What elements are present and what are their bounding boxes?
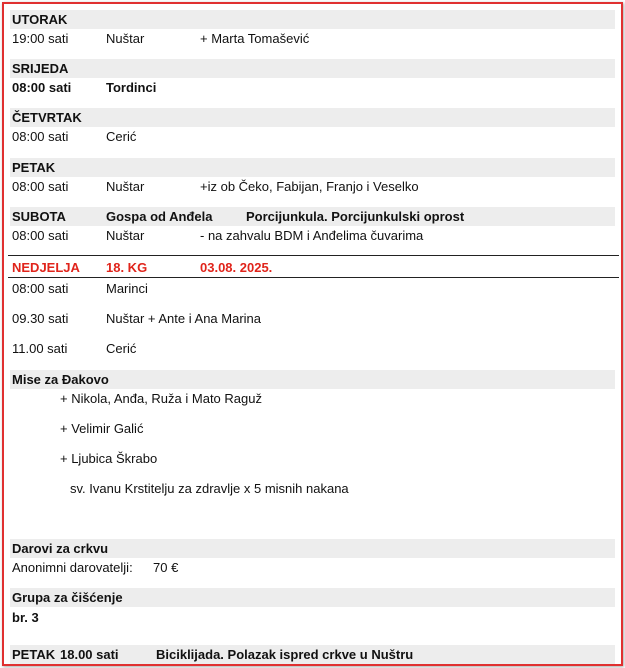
- event-text: Biciklijada. Polazak ispred crkve u Nuštru: [156, 647, 414, 662]
- mass-time: 08:00 sati: [12, 228, 69, 243]
- liturgical-week: 18. KG: [106, 260, 148, 275]
- list-item: [10, 419, 615, 438]
- list-item: [10, 389, 615, 408]
- sunday-mass: [10, 309, 615, 328]
- mass-intention: + Marta Tomašević: [200, 31, 310, 46]
- mass-place: Cerić: [106, 129, 137, 144]
- friday-mass: [10, 177, 615, 196]
- cleaning-group: [10, 608, 615, 627]
- mass-place: Nuštar + Ante i Ana Marina: [106, 311, 262, 326]
- sunday-mass: [10, 339, 615, 358]
- bulletin-frame: [2, 2, 623, 666]
- day-label: UTORAK: [12, 12, 68, 27]
- mass-time: 08:00 sati: [12, 179, 69, 194]
- thursday-header: [10, 108, 615, 127]
- tuesday-mass: [10, 29, 615, 48]
- section-title: Mise za Đakovo: [12, 372, 109, 387]
- footer-announcement: [10, 645, 615, 664]
- event-time: 18.00 sati: [60, 647, 119, 662]
- day-label: SRIJEDA: [12, 61, 69, 76]
- list-item: [10, 479, 615, 498]
- mass-place: Tordinci: [106, 80, 157, 95]
- mass-time: 11.00 sati: [12, 341, 68, 356]
- donations-line: [10, 558, 615, 577]
- donation-label: Anonimni darovatelji:: [12, 560, 133, 575]
- saturday-header: [10, 207, 615, 226]
- date-label: 03.08. 2025.: [200, 260, 273, 275]
- wednesday-mass: [10, 78, 615, 97]
- sunday-header: [10, 258, 615, 277]
- day-label: PETAK: [12, 160, 56, 175]
- mass-intention: - na zahvalu BDM i Anđelima čuvarima: [200, 228, 424, 243]
- day-label: NEDJELJA: [12, 260, 80, 275]
- djakovo-header: [10, 370, 615, 389]
- mass-place: Marinci: [106, 281, 148, 296]
- intention-text: + Velimir Galić: [60, 421, 144, 436]
- friday-header: [10, 158, 615, 177]
- divider: [8, 255, 619, 256]
- mass-place: Nuštar: [106, 228, 145, 243]
- day-label: SUBOTA: [12, 209, 66, 224]
- intention-text: sv. Ivanu Krstitelju za zdravlje x 5 misnih nakana: [70, 481, 349, 496]
- section-title: Grupa za čišćenje: [12, 590, 123, 605]
- tuesday-header: [10, 10, 615, 29]
- list-item: [10, 449, 615, 468]
- wednesday-header: [10, 59, 615, 78]
- day-label: PETAK: [12, 647, 56, 662]
- feast-note: Porcijunkula. Porcijunkulski oprost: [246, 209, 465, 224]
- mass-place: Nuštar: [106, 31, 145, 46]
- thursday-mass: [10, 127, 615, 146]
- mass-time: 09.30 sati: [12, 311, 69, 326]
- mass-intention: +iz ob Čeko, Fabijan, Franjo i Veselko: [200, 179, 419, 194]
- section-title: Darovi za crkvu: [12, 541, 109, 556]
- saturday-mass: [10, 226, 615, 245]
- divider: [8, 277, 619, 278]
- mass-time: 08:00 sati: [12, 80, 72, 95]
- intention-text: + Nikola, Anđa, Ruža i Mato Raguž: [60, 391, 262, 406]
- sunday-mass: [10, 279, 615, 298]
- donations-header: [10, 539, 615, 558]
- mass-place: Cerić: [106, 341, 137, 356]
- mass-place: Nuštar: [106, 179, 145, 194]
- mass-time: 19:00 sati: [12, 31, 69, 46]
- mass-time: 08:00 sati: [12, 281, 69, 296]
- group-number: br. 3: [12, 610, 39, 625]
- feast-name: Gospa od Anđela: [106, 209, 213, 224]
- cleaning-header: [10, 588, 615, 607]
- day-label: ČETVRTAK: [12, 110, 82, 125]
- mass-time: 08:00 sati: [12, 129, 69, 144]
- donation-amount: 70 €: [153, 560, 179, 575]
- intention-text: + Ljubica Škrabo: [60, 451, 158, 466]
